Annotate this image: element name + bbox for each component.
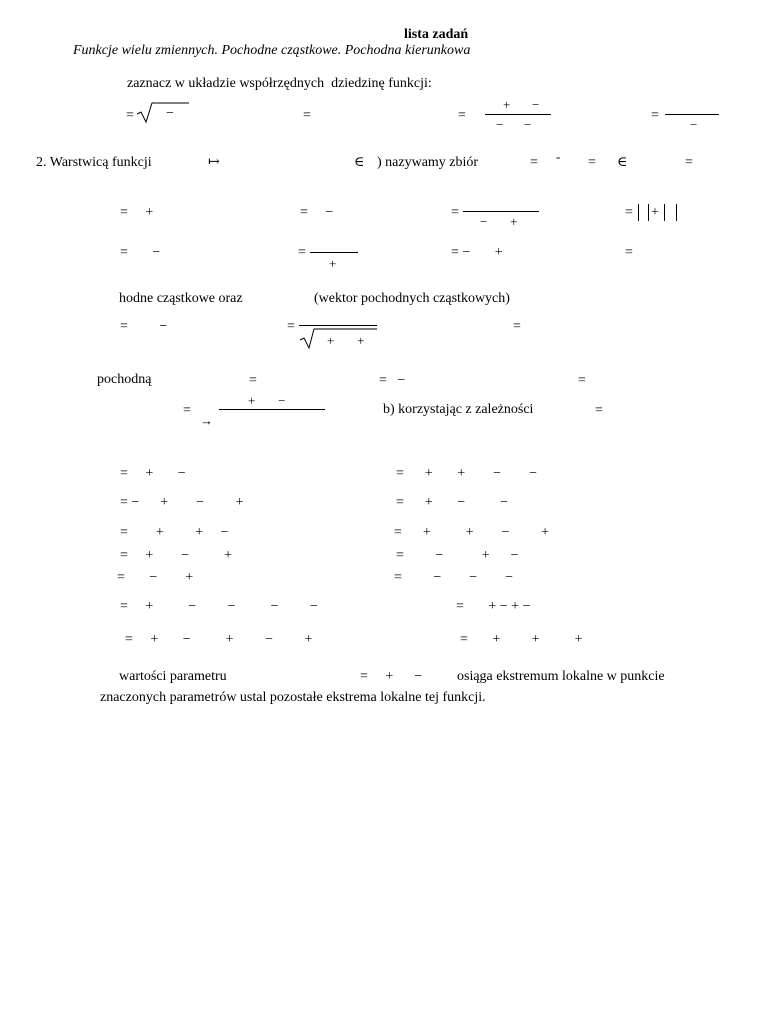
ex2-eq-3: = (685, 155, 693, 170)
ex5-right-7: = + + + (460, 632, 583, 647)
ex1-formula-2: = (303, 108, 311, 123)
ex5-left-3: = + + − (120, 525, 229, 540)
fraction-bar (310, 252, 358, 253)
ex5-left-5: = − + (117, 570, 194, 585)
ex1-intro: zaznacz w układzie współrzędnych dziedzinę funkcji: (127, 76, 432, 91)
radical-sign-icon (137, 102, 191, 124)
ex4-text: pochodną (97, 372, 152, 387)
ex2-label: 2. Warstwicą funkcji (36, 155, 152, 170)
ex5-left-2: = − + − + (120, 495, 244, 510)
ex4-formula-c: = (578, 373, 586, 388)
ex5-right-1: = + + − − (396, 466, 537, 481)
ex6-text: wartości parametru (119, 669, 227, 684)
ex4-formula-a: = (249, 373, 257, 388)
ex5-left-7: = + − + − + (125, 632, 313, 647)
ex3-formula-c: = (513, 319, 521, 334)
ex5-right-6: = + − + − (456, 599, 531, 614)
ex5-right-2: = + − − (396, 495, 509, 510)
element-of-symbol: ∈ (354, 155, 365, 170)
ex4-formula-f: = (595, 403, 603, 418)
element-of-symbol: ∈ (617, 155, 628, 170)
abs-bar (676, 204, 677, 221)
abs-bar (648, 204, 649, 221)
page-title: lista zadań (404, 27, 469, 42)
fraction-bar (219, 409, 325, 410)
fraction-bar (665, 114, 719, 115)
ex2-formula-e: = − (120, 245, 161, 260)
fraction-bar (485, 114, 551, 115)
ex6-text-2: znaczonych parametrów ustal pozostałe ekstrema lokalne tej funkcji. (100, 690, 486, 705)
abs-bar (664, 204, 665, 221)
ex5-right-3: = + + − + (394, 525, 549, 540)
ex4-formula-b: = − (379, 373, 406, 388)
ex6-formula: = + − (360, 669, 423, 684)
ex3-formula-a: = − (120, 319, 168, 334)
ex2-sup-minus: - (556, 149, 561, 164)
ex2-eq-1: = (530, 155, 538, 170)
fraction-bar (299, 325, 377, 326)
arrow-right-icon: → (200, 413, 213, 428)
page-subtitle: Funkcje wielu zmiennych. Pochodne cząstkowe. Pochodna kierunkowa (73, 43, 471, 58)
ex5-right-4: = − + − (396, 548, 519, 563)
fraction-bar (463, 211, 539, 212)
ex6-text-b: osiąga ekstremum lokalne w punkcie (457, 669, 665, 684)
maps-to-symbol: ↦ (208, 155, 220, 170)
ex2-formula-a: = + (120, 205, 154, 220)
ex2-text: ) nazywamy zbiór (377, 155, 479, 170)
ex3-text: hodne cząstkowe oraz (119, 291, 243, 306)
abs-bar (638, 204, 639, 221)
ex3-text-2: (wektor pochodnych cząstkowych) (314, 291, 510, 306)
ex4-text-b: b) korzystając z zależności (383, 402, 534, 417)
ex5-left-6: = + − − − − (120, 599, 318, 614)
ex2-formula-b: = − (300, 205, 334, 220)
ex2-formula-g: = − + (451, 245, 503, 260)
ex5-right-5: = − − − (394, 570, 514, 585)
ex5-left-1: = + − (120, 466, 186, 481)
ex2-eq-2: = (588, 155, 596, 170)
ex5-left-4: = + − + (120, 548, 233, 563)
ex2-formula-h: = (625, 245, 633, 260)
